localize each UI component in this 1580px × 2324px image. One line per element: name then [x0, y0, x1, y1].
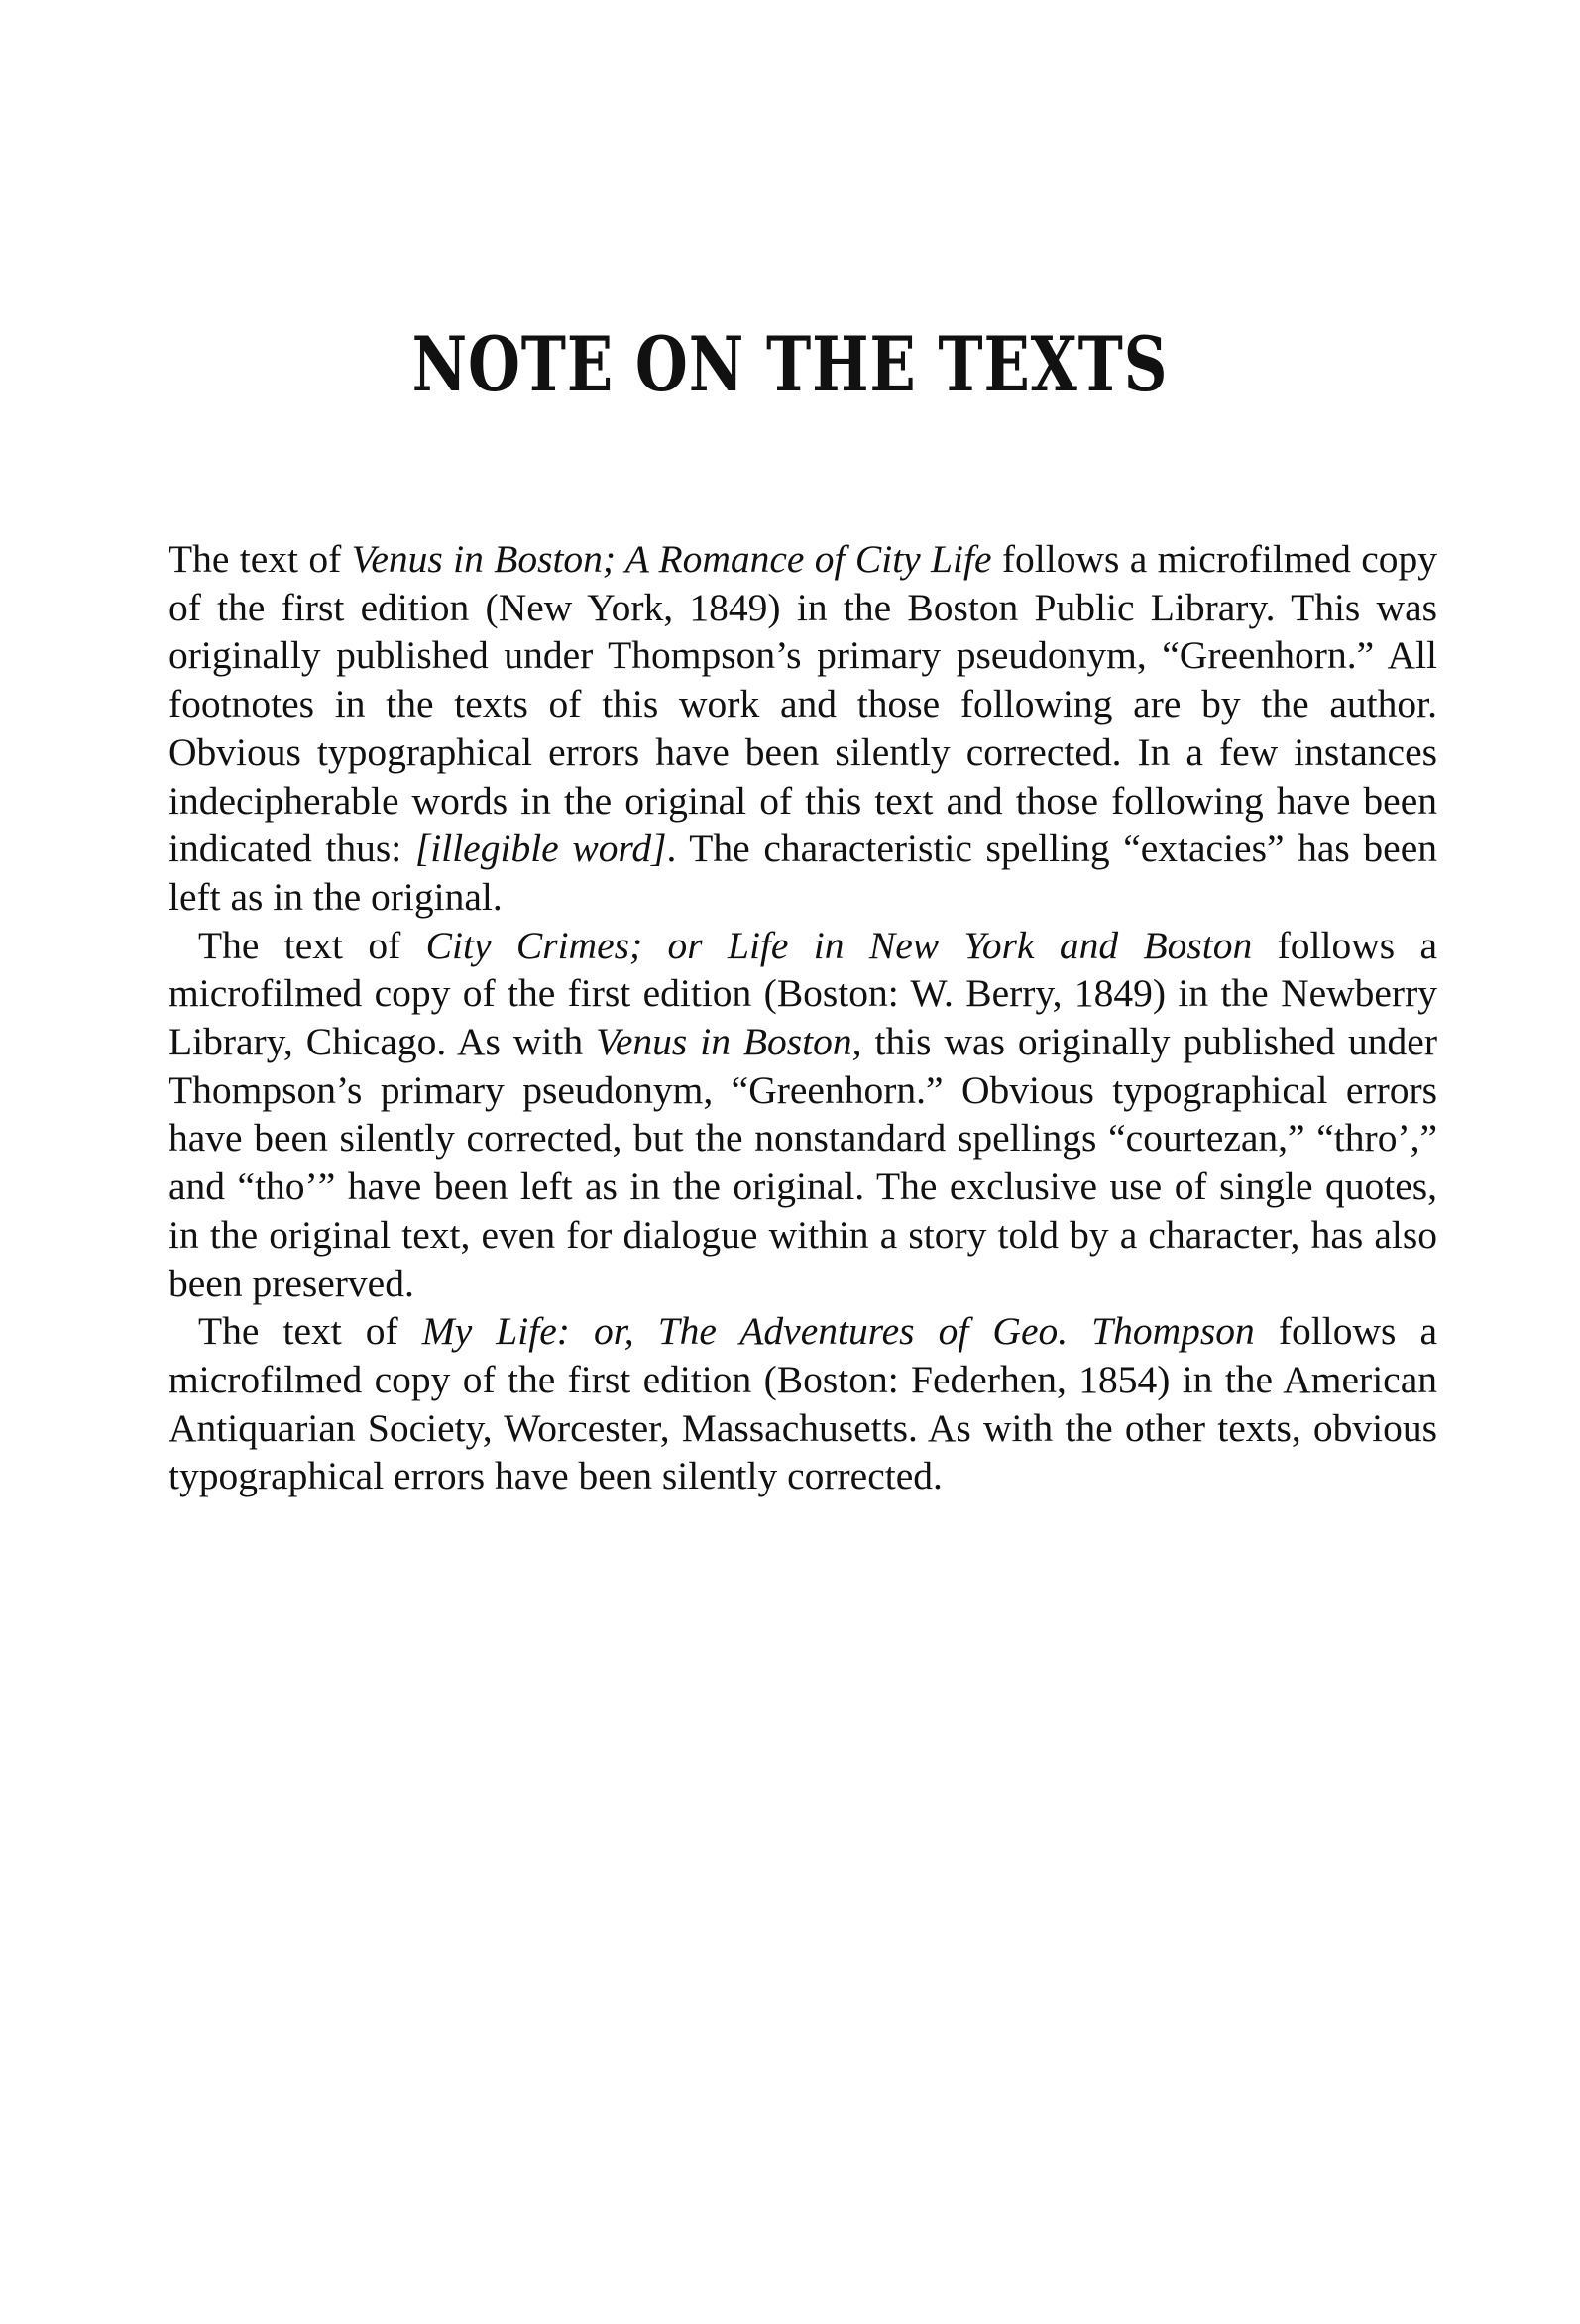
paragraph-my-life	[169, 1307, 1437, 1500]
illegible-word-italic: [illegible word]	[414, 827, 667, 871]
book-title-italic: City Crimes; or Life in New York and Boston	[425, 923, 1253, 967]
book-title-italic: Venus in Boston; A Romance of City Life	[351, 537, 992, 581]
text-run: follows a microfilmed copy of the first edition (New York, 1849) in the Boston Public Library. This was originally published under Thompson’s primary pseudonym, “Greenhorn.” All footnotes in the texts of this work and those following are by the author. Obvious typographical errors have been silently corrected. In a few instances indecipherable words in the original of this text and those following have been indicated thus:	[169, 537, 1437, 871]
paragraph-city-crimes	[169, 922, 1437, 1308]
text-run: . The characteristic spelling “extacies” has been left as in the original.	[169, 827, 1437, 919]
text-run: follows a microfilmed copy of the first edition (Boston: W. Berry, 1849) in the Newberry Library, Chicago. As with	[169, 923, 1437, 1064]
paragraph-venus-in-boston	[169, 535, 1437, 922]
text-run: The text of	[169, 537, 352, 581]
page-title: NOTE ON THE TEXTS	[411, 320, 1169, 408]
book-title-italic: Venus in Boston,	[596, 1020, 862, 1064]
text-run: follows a microfilmed copy of the first edition (Boston: Federhen, 1854) in the American Antiquarian Society, Worcester, Massachusetts. As with the other texts, obvious typographical errors have been silently corrected.	[169, 1309, 1437, 1498]
body-text	[169, 535, 1437, 1500]
book-title-italic: My Life: or, The Adventures of Geo. Thompson	[421, 1309, 1255, 1354]
text-run: The text of	[198, 923, 426, 967]
text-run: The text of	[198, 1309, 422, 1354]
text-run: this was originally published under Thompson’s primary pseudonym, “Greenhorn.” Obvious typographical errors have been silently corrected, but the nonstandard spellings “courtezan,” “thro’,” and “tho’” have been left as in the original. The exclusive use of single quotes, in the original text, even for dialogue within a story told by a character, has also been preserved.	[169, 1020, 1437, 1305]
